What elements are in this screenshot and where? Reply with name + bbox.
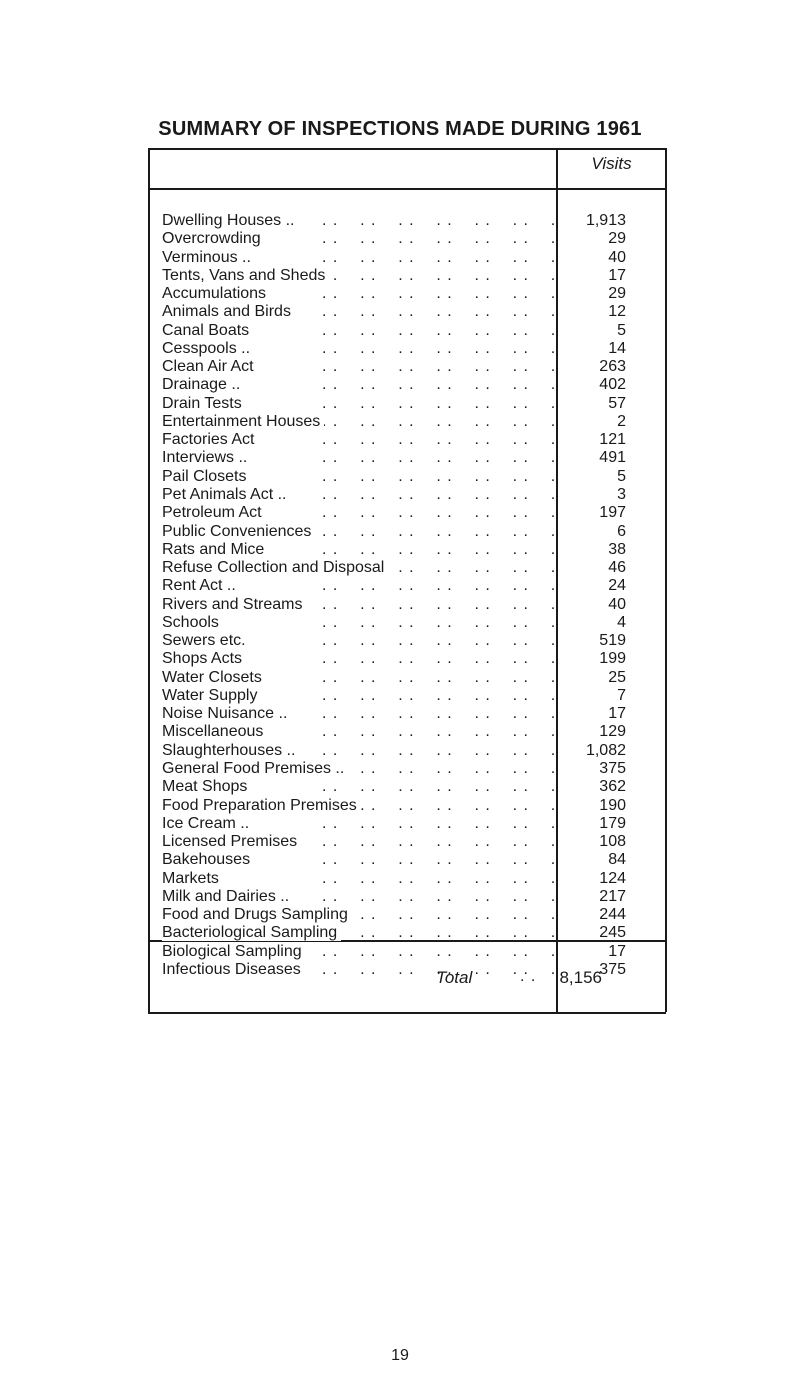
row-value: 29: [608, 285, 626, 303]
row-label: Food and Drugs Sampling: [162, 906, 352, 923]
row-value: 197: [599, 504, 626, 522]
row-label: Verminous ..: [162, 249, 255, 266]
table-row: [162, 705, 662, 723]
row-value: 24: [608, 577, 626, 595]
table-row: [162, 559, 662, 577]
table-row: [162, 797, 662, 815]
row-value: 190: [599, 796, 626, 814]
table-row: [162, 523, 662, 541]
row-label: Pail Closets: [162, 468, 250, 485]
row-label-cell: [162, 943, 554, 961]
row-value: 124: [599, 869, 626, 887]
row-label: Accumulations: [162, 285, 270, 302]
row-label-cell: [162, 778, 554, 796]
row-label-cell: [162, 632, 554, 650]
table-row: [162, 906, 662, 924]
table-row: [162, 596, 662, 614]
table-row: [162, 285, 662, 303]
row-value: 46: [608, 559, 626, 577]
row-value: 25: [608, 668, 626, 686]
table-row: [162, 541, 662, 559]
table-row: [162, 924, 662, 942]
row-label: Ice Cream ..: [162, 815, 253, 832]
table-row: [162, 760, 662, 778]
row-label: Factories Act: [162, 431, 258, 448]
row-value: 199: [599, 650, 626, 668]
row-label: Rent Act ..: [162, 577, 240, 594]
table-row: [162, 376, 662, 394]
row-label-cell: [162, 541, 554, 559]
row-label: Food Preparation Premises: [162, 797, 361, 814]
table-row: [162, 870, 662, 888]
row-label-cell: [162, 851, 554, 869]
table-row: [162, 851, 662, 869]
table-header-rule: [148, 188, 666, 190]
page-title: SUMMARY OF INSPECTIONS MADE DURING 1961: [158, 118, 642, 140]
row-label: Noise Nuisance ..: [162, 705, 291, 722]
row-label-cell: [162, 669, 554, 687]
row-value: 5: [617, 467, 626, 485]
row-value: 12: [608, 303, 626, 321]
row-value: 519: [599, 632, 626, 650]
row-value: 1,082: [585, 741, 626, 759]
row-value: 84: [608, 851, 626, 869]
table-row: [162, 650, 662, 668]
row-label: Infectious Diseases: [162, 961, 305, 978]
table-row: [162, 431, 662, 449]
row-label: Drainage ..: [162, 376, 244, 393]
row-label-cell: [162, 468, 554, 486]
table-row: [162, 888, 662, 906]
row-value: 1,913: [585, 212, 626, 229]
table-row: [162, 614, 662, 632]
row-value: 5: [617, 321, 626, 339]
row-value: 121: [599, 431, 626, 449]
row-label: Water Closets: [162, 669, 266, 686]
table-row: [162, 577, 662, 595]
row-value: 129: [599, 723, 626, 741]
row-label-cell: [162, 650, 554, 668]
row-label: Meat Shops: [162, 778, 251, 795]
row-value: 2: [617, 412, 626, 430]
total-value: 8,156: [559, 968, 602, 987]
row-value: 362: [599, 778, 626, 796]
row-label-cell: [162, 523, 554, 541]
row-label: Biological Sampling: [162, 943, 306, 960]
row-value: 179: [599, 814, 626, 832]
row-value: 40: [608, 248, 626, 266]
visits-column-header: Visits: [591, 154, 632, 173]
row-label-cell: [162, 577, 554, 595]
row-label: Tents, Vans and Sheds: [162, 267, 329, 284]
table-row: [162, 249, 662, 267]
table-row: [162, 267, 662, 285]
table-row: [162, 669, 662, 687]
row-label-cell: [162, 340, 554, 358]
table-row: [162, 395, 662, 413]
table-bottom-rule: [148, 1012, 666, 1014]
row-label: Refuse Collection and Disposal: [162, 559, 388, 576]
row-label-cell: [162, 888, 554, 906]
table-top-rule: [148, 148, 666, 150]
row-label-cell: [162, 486, 554, 504]
row-label: Slaughterhouses ..: [162, 742, 299, 759]
row-label: Drain Tests: [162, 395, 246, 412]
row-value: 6: [617, 522, 626, 540]
row-label: Overcrowding: [162, 230, 265, 247]
row-label-cell: [162, 395, 554, 413]
row-label: Rats and Mice: [162, 541, 268, 558]
table-row: [162, 723, 662, 741]
row-label-cell: [162, 760, 554, 778]
row-label-cell: [162, 705, 554, 723]
row-label-cell: [162, 723, 554, 741]
row-label: Clean Air Act: [162, 358, 258, 375]
row-label-cell: [162, 449, 554, 467]
inspection-rows: [162, 212, 662, 979]
row-label: Schools: [162, 614, 223, 631]
row-label-cell: [162, 742, 554, 760]
row-label: Miscellaneous: [162, 723, 267, 740]
row-label-cell: [162, 614, 554, 632]
row-value: 108: [599, 833, 626, 851]
row-label: Bacteriological Sampling: [162, 924, 341, 941]
table-row: [162, 413, 662, 431]
row-label-cell: [162, 267, 554, 285]
row-label-cell: [162, 230, 554, 248]
table-left-rule: [148, 148, 150, 1012]
row-label-cell: [162, 833, 554, 851]
table-row: [162, 687, 662, 705]
row-value: 491: [599, 449, 626, 467]
row-label-cell: [162, 870, 554, 888]
table-row: [162, 943, 662, 961]
row-value: 244: [599, 906, 626, 924]
table-row: [162, 322, 662, 340]
row-label-cell: [162, 961, 554, 979]
table-row: [162, 230, 662, 248]
row-value: 217: [599, 887, 626, 905]
row-value: 375: [599, 960, 626, 978]
row-label-cell: [162, 559, 554, 577]
row-label: Public Conveniences: [162, 523, 315, 540]
table-row: [162, 212, 662, 230]
row-label-cell: [162, 431, 554, 449]
row-label: Water Supply: [162, 687, 261, 704]
table-row: [162, 742, 662, 760]
table-row: [162, 486, 662, 504]
table-right-rule: [665, 148, 667, 1012]
row-label-cell: [162, 413, 554, 431]
table-row: [162, 504, 662, 522]
row-label-cell: [162, 249, 554, 267]
row-value: 57: [608, 394, 626, 412]
row-label: Dwelling Houses ..: [162, 212, 299, 229]
row-label: Bakehouses: [162, 851, 254, 868]
row-label-cell: [162, 924, 554, 942]
row-value: 263: [599, 358, 626, 376]
row-label-cell: [162, 815, 554, 833]
page-number: 19: [391, 1347, 409, 1364]
table-row: [162, 778, 662, 796]
table-row: [162, 303, 662, 321]
row-label: Interviews ..: [162, 449, 251, 466]
table-row: [162, 815, 662, 833]
table-row: [162, 468, 662, 486]
row-label-cell: [162, 285, 554, 303]
row-label-cell: [162, 376, 554, 394]
row-label: Milk and Dairies ..: [162, 888, 293, 905]
row-value: 17: [608, 266, 626, 284]
row-label-cell: [162, 212, 554, 230]
row-label: Animals and Birds: [162, 303, 295, 320]
row-value: 29: [608, 230, 626, 248]
row-value: 14: [608, 339, 626, 357]
row-label: Canal Boats: [162, 322, 253, 339]
total-leader-dots: . .: [520, 968, 537, 985]
row-label: Pet Animals Act ..: [162, 486, 291, 503]
total-label: Total: [436, 968, 473, 987]
row-value: 4: [617, 613, 626, 631]
row-value: 245: [599, 924, 626, 942]
row-label-cell: [162, 687, 554, 705]
table-row: [162, 340, 662, 358]
row-label: Entertainment Houses: [162, 413, 324, 430]
row-label-cell: [162, 303, 554, 321]
row-value: 38: [608, 540, 626, 558]
row-label: Rivers and Streams: [162, 596, 307, 613]
row-value: 17: [608, 942, 626, 960]
row-value: 402: [599, 376, 626, 394]
row-label: Petroleum Act: [162, 504, 266, 521]
row-label: General Food Premises ..: [162, 760, 348, 777]
row-label-cell: [162, 906, 554, 924]
row-label-cell: [162, 504, 554, 522]
table-row: [162, 833, 662, 851]
row-label: Shops Acts: [162, 650, 246, 667]
row-value: 3: [617, 485, 626, 503]
row-label: Cesspools ..: [162, 340, 254, 357]
table-row: [162, 632, 662, 650]
row-label: Markets: [162, 870, 223, 887]
row-label-cell: [162, 797, 554, 815]
row-label-cell: [162, 358, 554, 376]
row-value: 375: [599, 759, 626, 777]
row-label-cell: [162, 596, 554, 614]
row-label: Sewers etc.: [162, 632, 250, 649]
table-row: [162, 358, 662, 376]
row-value: 7: [617, 686, 626, 704]
row-label-cell: [162, 322, 554, 340]
row-value: 40: [608, 595, 626, 613]
row-value: 17: [608, 705, 626, 723]
table-row: [162, 449, 662, 467]
row-label: Licensed Premises: [162, 833, 301, 850]
